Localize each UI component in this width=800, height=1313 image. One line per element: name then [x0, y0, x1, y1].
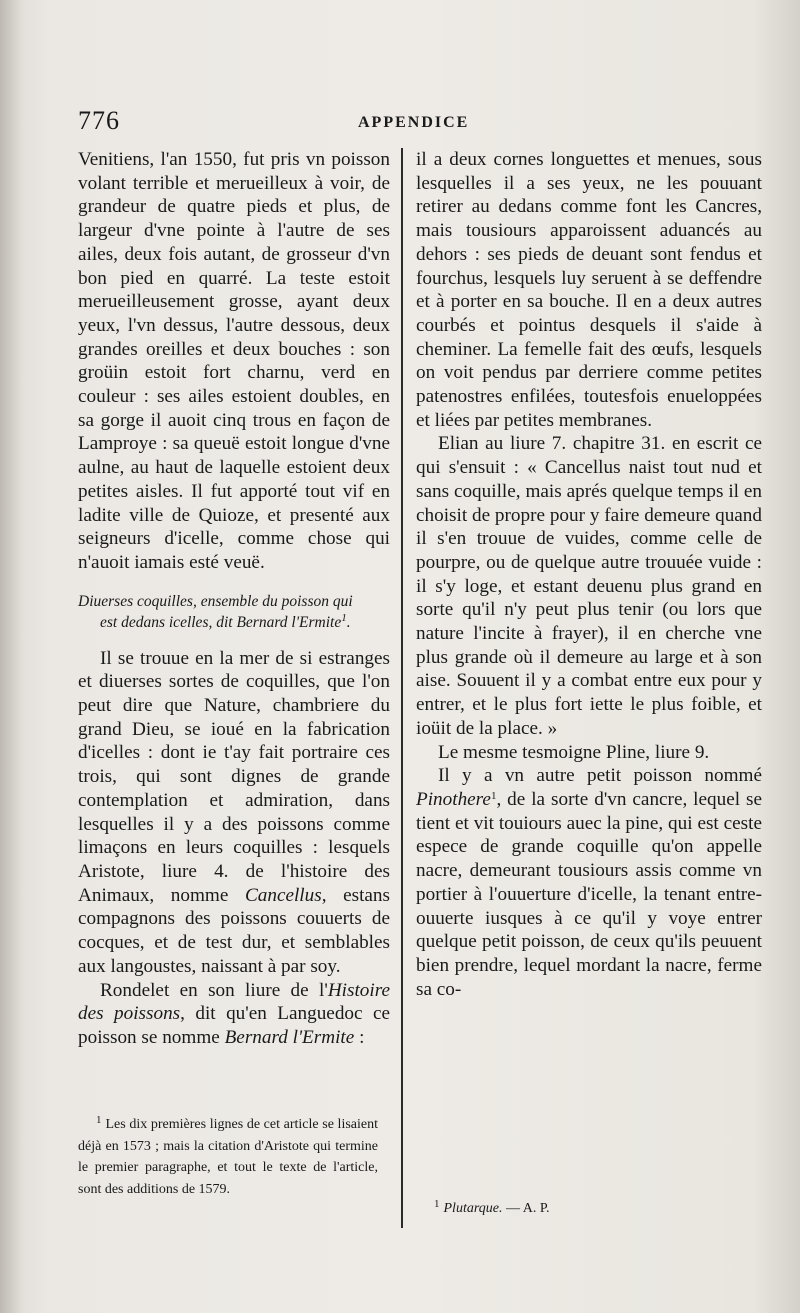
- left-footnote-mark: 1: [96, 1114, 102, 1126]
- right-footnote-mark: 1: [434, 1198, 440, 1210]
- p3-text-b: , dit qu'en Languedoc ce poisson se nomme: [78, 1003, 391, 1048]
- subtitle-footnote-mark: 1: [341, 611, 347, 624]
- p2-cancellus: Cancellus: [244, 884, 322, 906]
- left-paragraph-3: [78, 979, 390, 1050]
- right-footnote-author: Plutarque.: [443, 1201, 503, 1216]
- p4-footnote-mark: 1: [490, 789, 497, 802]
- right-paragraph-1: il a deux cornes longuettes et menues, sous lesquelles il a ses yeux, ne les pouuant retirer au dedans comme font les Cancres, mais tousiours apparoissent aduancés au dehors : ses pieds de deuant sont fendus et fourchus, lesquels luy seruent à se deffendre et à porter en sa bouche. Il en a deux autres courbés et pointus desquels il s'aide à cheminer. La femelle fait des œufs, lesquels on voit pendus par derriere comme petites patenostres enfilées, toutesfois enueloppées et liées par petites membranes.: [416, 149, 762, 431]
- subtitle-line-2: est dedans icelles, dit Bernard l'Ermite: [100, 613, 342, 631]
- left-paragraph-2: [78, 647, 390, 979]
- left-footnote-text: Les dix premières lignes de cet article se lisaient déjà en 1573 ; mais la citation d'Aristote qui termine le premier paragraphe, et tout le texte de l'article, sont des additions de 1579.: [78, 1117, 378, 1197]
- right-footnote: [416, 1194, 762, 1220]
- p2-text-b: , estans compagnons des poissons couuerts de cocques, et de test dur, et semblables aux langoustes, naissant à par soy.: [78, 884, 390, 977]
- right-column: [416, 148, 762, 1001]
- right-paragraph-2: Elian au liure 7. chapitre 31. en escrit ce qui s'ensuit : « Cancellus naist tout nud et sans coquille, mais aprés quelque temps il en choisit de propre pour y faire demeure quand il s'en trouue de vuides, comme celle de pourpre, ou de quelque autre trouuée vuide : il s'y loge, et estant deuenu plus grand en sorte qu'il n'y peut plus tenir (ou lors que nature l'incite à frayer), il en cherche vne plus grande où il demeure au large et à son aise. Souuent il y a combat entre eux pour y entrer, et le plus fort iette le plus foible, et ioüit de la place. »: [416, 433, 762, 739]
- page-number: 776: [78, 106, 120, 135]
- left-column: [78, 148, 390, 1050]
- page-header: [58, 104, 758, 148]
- p3-text-c: :: [354, 1026, 365, 1048]
- running-head: APPENDICE: [358, 114, 470, 131]
- p3-text-a: Rondelet en son liure de l': [100, 979, 328, 1001]
- p2-text-a: Il se trouue en la mer de si estranges et diuerses sortes de coquilles, que l'on peut dire que Nature, chambriere du grand Dieu, se ioué en la fabrication d'icelles : dont ie t'ay fait portraire ces trois, qui sont dignes de grande contemplation et admiration, dans lesquelles il y a des poissons comme limaçons en leurs coquilles : lesquels Aristote, liure 4. de l'histoire des Animaux, nomme: [78, 647, 390, 906]
- p3-histoire: Histoire des poissons: [78, 979, 390, 1025]
- p3-bernard: Bernard l'Ermite: [224, 1026, 355, 1048]
- p4-pinothere: Pinothere: [416, 788, 491, 810]
- right-paragraph-4: [416, 764, 762, 1001]
- left-paragraph-1: Venitiens, l'an 1550, fut pris vn poisson volant terrible et merueilleux à voir, de grandeur de quatre pieds et plus, de largeur d'vne pointe à l'autre de ses ailes, deux fois autant, de grosseur d'vn bon pied en quarré. La teste estoit merueilleusement grosse, ayant deux yeux, l'vn dessus, l'autre dessous, deux grandes oreilles et deux bouches : son groüin estoit fort charnu, verd en couleur : ses ailes estoient doubles, en sa gorge il auoit cinq trous en façon de Lamproye : sa queuë estoit longue d'vne aulne, au haut de laquelle estoient deux petites aisles. Il fut apporté tout vif en ladite ville de Quioze, et presenté aux seigneurs d'icelle, comme chose qui n'auoit iamais esté veuë.: [78, 149, 390, 573]
- p4-text-a: Il y a vn autre petit poisson nommé: [438, 765, 762, 787]
- right-footnote-sign: — A. P.: [502, 1201, 550, 1216]
- right-paragraph-3: Le mesme tesmoigne Pline, liure 9.: [438, 741, 710, 763]
- section-subtitle: [78, 591, 390, 633]
- p4-text-b: , de la sorte d'vn cancre, lequel se tient et vit touiours auec la pine, qui est ceste espece de grande coquille qu'on appelle nacre, demeurant tousiours assis comme vn portier à l'ouuerture d'icelle, la tenant entre-ouuerte iusques à ce qu'il y voye entrer quelque petit poisson, de ceux qu'ils peuuent bien prendre, lequel mordant la nacre, ferme sa co-: [416, 788, 762, 1000]
- subtitle-line-2-wrap: est dedans icelles, dit Bernard l'Ermite$^1$.: [100, 611, 351, 631]
- column-divider: [401, 148, 403, 1228]
- subtitle-line-1: Diuerses coquilles, ensemble du poisson qui: [78, 592, 353, 610]
- left-footnote: [78, 1110, 378, 1200]
- page-edge-shadow: [0, 0, 22, 1313]
